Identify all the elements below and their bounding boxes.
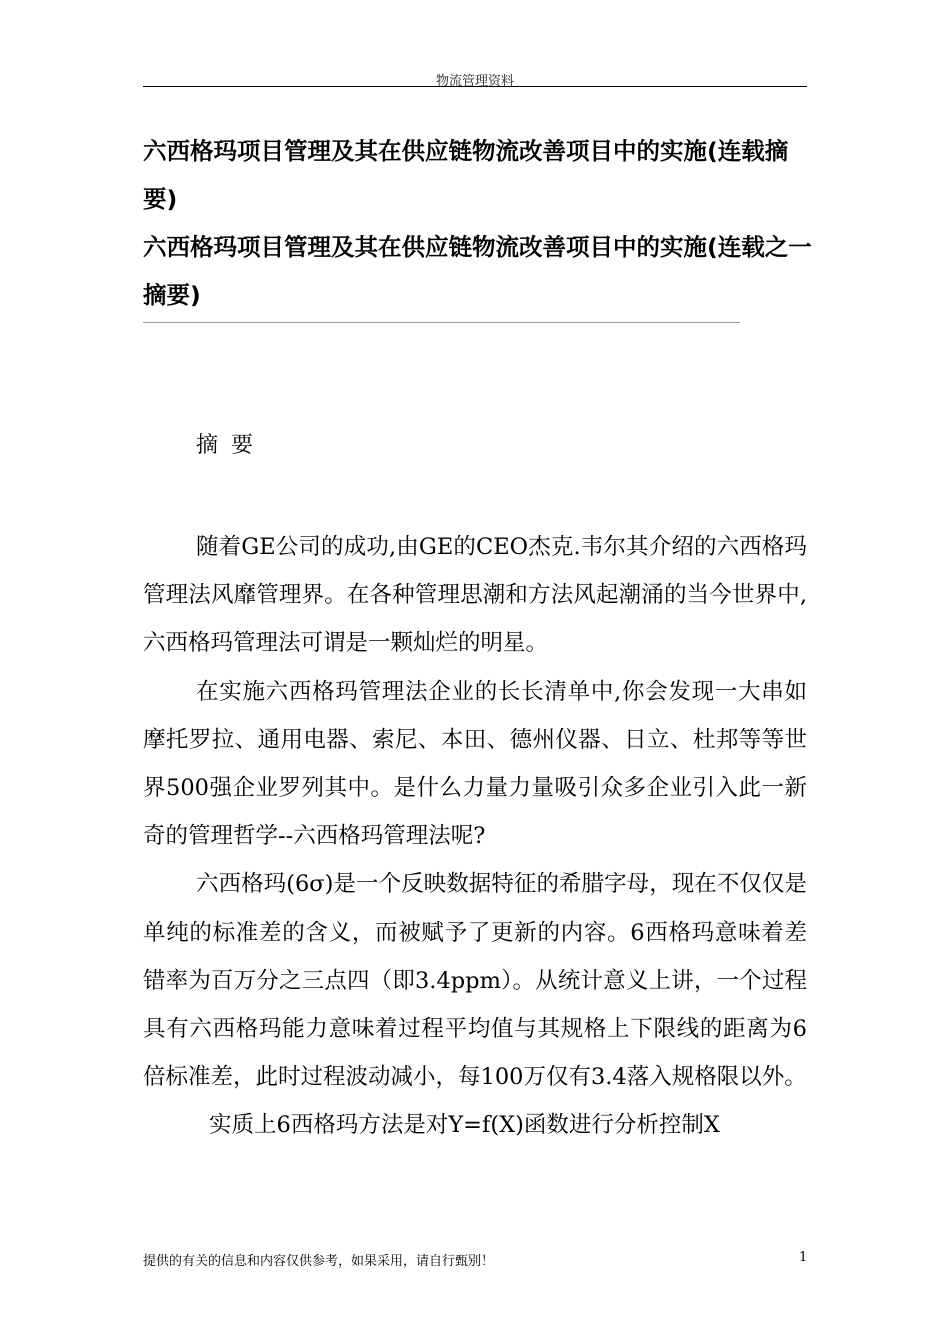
title-line-1: 六西格玛项目管理及其在供应链物流改善项目中的实施(连载摘要) xyxy=(143,137,789,213)
document-title xyxy=(143,127,813,319)
paragraph-2: 在实施六西格玛管理法企业的长长清单中,你会发现一大串如摩托罗拉、通用电器、索尼、本田、德州仪器、日立、杜邦等等世界500强企业罗列其中。是什么力量力量吸引众多企业引入此一新奇的管理哲学--六西格玛管理法呢? xyxy=(143,678,807,850)
abstract-heading: 摘要 xyxy=(196,433,267,458)
title-divider xyxy=(143,322,740,323)
body-text xyxy=(143,523,807,1150)
title-line-2: 六西格玛项目管理及其在供应链物流改善项目中的实施(连载之一摘要) xyxy=(143,233,812,309)
paragraph-3: 六西格玛(6σ)是一个反映数据特征的希腊字母，现在不仅仅是单纯的标准差的含义，而被赋予了更新的内容。6西格玛意味着差错率为百万分之三点四（即3.4ppm）。从统计意义上讲，一个过程具有六西格玛能力意味着过程平均值与其规格上下限线的距离为6倍标准差，此时过程波动减小，每100万仅有3.4落入规格限以外。 xyxy=(143,871,807,1091)
paragraph-1: 随着GE公司的成功,由GE的CEO杰克.韦尔其介绍的六西格玛管理法风靡管理界。在各种管理思潮和方法风起潮涌的当今世界中, 六西格玛管理法可谓是一颗灿烂的明星。 xyxy=(143,534,807,657)
paragraph-4: 实质上6西格玛方法是对Y=f(X)函数进行分析控制X xyxy=(209,1112,720,1139)
footer-disclaimer: 提供的有关的信息和内容仅供参考，如果采用，请自行甄别！ xyxy=(143,1254,495,1269)
page-number: 1 xyxy=(799,1250,808,1265)
header-text: 物流管理资料 xyxy=(435,74,514,89)
header-divider xyxy=(143,86,807,87)
